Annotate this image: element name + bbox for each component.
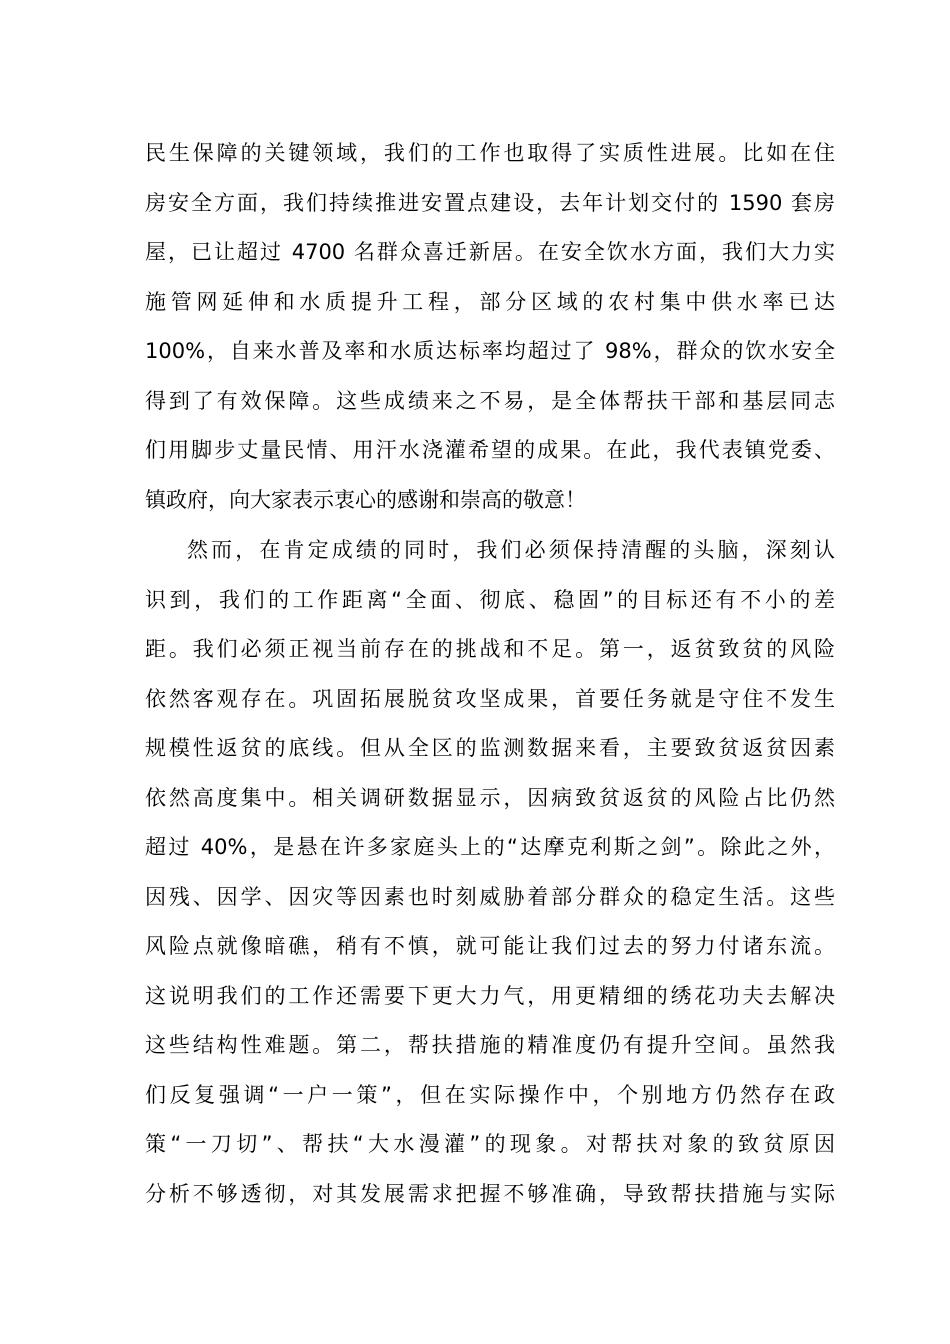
paragraph-line: 然而，在肯定成绩的同时，我们必须保持清醒的头脑，深刻认 [187,538,835,562]
paragraph-line: 分析不够透彻，对其发展需求把握不够准确，导致帮扶措施与实际 [145,1181,835,1206]
paragraph-line: 依然客观存在。巩固拓展脱贫攻坚成果，首要任务就是守住不发生 [145,686,835,711]
paragraph-line: 距。我们必须正视当前存在的挑战和不足。第一，返贫致贫的风险 [145,637,835,661]
paragraph-line: 超过 40%，是悬在许多家庭头上的“达摩克利斯之剑”。除此之外， [145,835,835,859]
paragraph-line: 们用脚步丈量民情、用汗水浇灌希望的成果。在此，我代表镇党委、 [145,438,835,462]
paragraph-line: 这些结构性难题。第二，帮扶措施的精准度仍有提升空间。虽然我 [145,1033,835,1057]
paragraph-line: 依然高度集中。相关调研数据显示，因病致贫返贫的风险占比仍然 [145,785,835,810]
paragraph-line: 策“一刀切”、帮扶“大水漫灌”的现象。对帮扶对象的致贫原因 [145,1132,835,1156]
paragraph-line: 房安全方面，我们持续推进安置点建设，去年计划交付的 1590 套房 [145,190,835,215]
paragraph-line: 这说明我们的工作还需要下更大力气，用更精细的绣花功夫去解决 [145,983,835,1008]
paragraph-line: 屋，已让超过 4700 名群众喜迁新居。在安全饮水方面，我们大力实 [145,240,835,264]
paragraph-line: 镇政府，向大家表示衷心的感谢和崇高的敬意！ [145,487,586,512]
paragraph-line: 100%，自来水普及率和水质达标率均超过了 98%，群众的饮水安全 [145,339,835,363]
paragraph-line: 民生保障的关键领域，我们的工作也取得了实质性进展。比如在住 [145,141,835,165]
paragraph-line: 因残、因学、因灾等因素也时刻威胁着部分群众的稳定生活。这些 [145,884,835,909]
paragraph-line: 施管网延伸和水质提升工程，部分区域的农村集中供水率已达 [145,289,835,314]
paragraph-line: 风险点就像暗礁，稍有不慎，就可能让我们过去的努力付诸东流。 [145,934,835,958]
paragraph-1 [145,129,835,525]
paragraph-2 [145,526,835,1219]
paragraph-line: 得到了有效保障。这些成绩来之不易，是全体帮扶干部和基层同志 [145,388,835,413]
paragraph-line: 识到，我们的工作距离“全面、彻底、稳固”的目标还有不小的差 [145,587,835,612]
paragraph-line: 们反复强调“一户一策”，但在实际操作中，个别地方仍然存在政 [145,1082,835,1107]
paragraph-line: 规模性返贫的底线。但从全区的监测数据来看，主要致贫返贫因素 [145,736,835,760]
